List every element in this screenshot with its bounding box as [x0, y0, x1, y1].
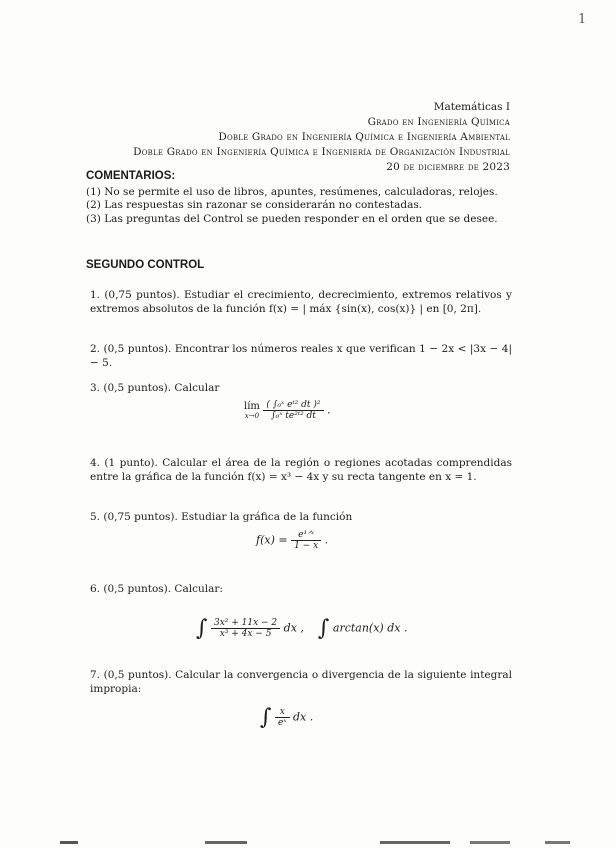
- comments-title: COMENTARIOS:: [86, 170, 176, 182]
- problem-4: 4. (1 punto). Calcular el área de la región o regiones acotadas comprendidas entre la gráfica de la función f(x) = x³ − 4x y su recta tangente en x = 1.: [90, 457, 512, 483]
- problem-7: 7. (0,5 puntos). Calcular la convergencia o divergencia de la siguiente integral impropia:: [90, 669, 512, 695]
- scan-edge-marks: [0, 840, 616, 846]
- comment-item: (2) Las respuestas sin razonar se considerarán no contestadas.: [86, 199, 423, 211]
- page-number: 1: [578, 12, 587, 27]
- degree-line-2: Doble Grado en Ingeniería Química e Ingeniería Ambiental: [218, 131, 510, 143]
- problem-5-formula: f(x) = $\frac{\text{e¹ᐟˣ}}{1 - x}$ .: [256, 530, 329, 551]
- section-title: SEGUNDO CONTROL: [86, 259, 205, 271]
- integrand-fraction: $\frac{x}{\text{eˣ}}$: [275, 707, 290, 728]
- problem-5: 5. (0,75 puntos). Estudiar la gráfica de la función: [90, 511, 353, 523]
- problem-2: 2. (0,5 puntos). Encontrar los números reales x que verifican 1 − 2x < |3x − 4| − 5.: [90, 343, 512, 369]
- limit-operator: lím x→0: [244, 401, 260, 420]
- integral-sign: ∫: [317, 616, 330, 641]
- comments-block: [86, 170, 526, 226]
- problem-3: 3. (0,5 puntos). Calcular: [90, 382, 220, 394]
- comment-item: (1) No se permite el uso de libros, apuntes, resúmenes, calculadoras, relojes.: [86, 185, 498, 198]
- problem-6: 6. (0,5 puntos). Calcular:: [90, 583, 223, 595]
- degree-line-3: Doble Grado en Ingeniería Química e Ingeniería de Organización Industrial: [133, 146, 510, 158]
- problem-7-formula: ∫ $\frac{x}{\text{eˣ}}$ dx .: [260, 705, 314, 730]
- course-title: Matemáticas I: [433, 101, 510, 113]
- limit-fraction: $\frac{\text{( ∫₀ˣ eᵗ² dt )²}}{\text{∫₀ˣ te²ᵗ² dt}}$: [263, 400, 323, 421]
- problem-6-formula: ∫ $\frac{\text{3x² + 11x − 2}}{\text{x³ + 4x − 5}}$ dx , ∫ arctan(x) dx .: [196, 616, 408, 641]
- function-fraction: $\frac{\text{e¹ᐟˣ}}{1 - x}$: [291, 530, 321, 551]
- degree-line-1: Grado en Ingeniería Química: [367, 116, 510, 128]
- exam-date: 20 de diciembre de 2023: [386, 161, 510, 173]
- improper-integral-sign: ∫: [260, 705, 272, 730]
- problem-1: 1. (0,75 puntos). Estudiar el crecimiento, decrecimiento, extremos relativos y extremos absolutos de la función f(x) = | máx {sin(x), cos(x)} | en [0, 2π].: [90, 289, 512, 315]
- comment-item: (3) Las preguntas del Control se pueden responder en el orden que se desee.: [86, 212, 498, 225]
- integrand-fraction: $\frac{\text{3x² + 11x − 2}}{\text{x³ + 4x − 5}}$: [211, 618, 280, 639]
- integral-sign: ∫: [196, 616, 208, 641]
- document-header: [133, 100, 510, 175]
- problem-3-formula: lím x→0 $\frac{\text{( ∫₀ˣ eᵗ² dt )²}}{\text{∫₀ˣ te²ᵗ² dt}}$ .: [244, 400, 331, 421]
